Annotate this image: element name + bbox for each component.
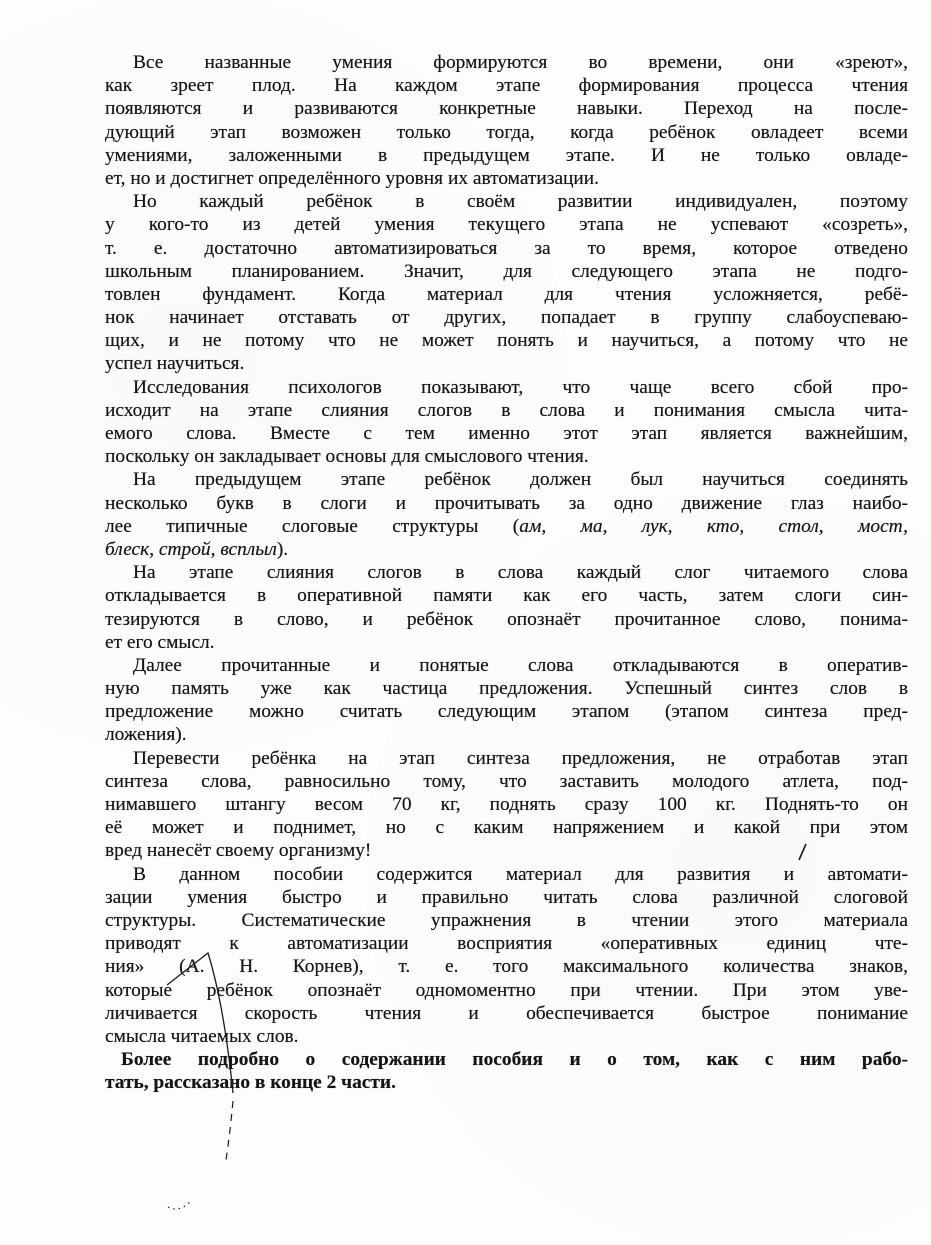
text-line: предложение можно считать следующим этапом (этапом синтеза пред- — [105, 701, 908, 723]
paragraph-9-bold — [105, 1048, 908, 1094]
text-line: емого слова. Вместе с тем именно этот этап является важнейшим, — [105, 423, 908, 444]
text-line — [105, 515, 908, 538]
italic-text-segment: блеск, строй, всплыл — [105, 538, 277, 560]
text-line: откладывается в оперативной памяти как его часть, затем слоги син- — [105, 585, 908, 607]
text-line: товлен фундамент. Когда материал для чтения усложняется, ребё- — [105, 283, 908, 305]
pen-dashed-line-mark — [226, 1101, 233, 1160]
text-line: синтеза слова, равносильно тому, что заставить молодого атлета, под- — [105, 770, 908, 792]
paragraph-5 — [105, 561, 908, 654]
text-line: В данном пособии содержится материал для развития и автомати- — [133, 863, 908, 885]
text-line: исходит на этапе слияния слогов в слова и понимания смысла чита- — [105, 399, 908, 421]
text-line: успел научиться. — [105, 353, 245, 375]
text-line: Но каждый ребёнок в своём развитии индивидуален, поэтому — [133, 191, 908, 213]
text-line: несколько букв в слоги и прочитывать за одно движение глаз наибо- — [105, 492, 908, 514]
text-line: нимавшего штангу весом 70 кг, поднять сразу 100 кг. Поднять-то он — [105, 794, 908, 815]
text-line: структуры. Систематические упражнения в чтении этого материала — [105, 909, 908, 931]
text-line: нок начинает отставать от других, попадает в группу слабоуспеваю- — [105, 307, 908, 329]
text-segment: лее типичные слоговые структуры ( — [105, 515, 520, 537]
text-line: ложения). — [105, 724, 187, 746]
pen-dotted-curve-mark — [168, 1201, 191, 1209]
text-line — [105, 538, 908, 561]
paragraph-6 — [105, 654, 908, 747]
text-line: дующий этап возможен только тогда, когда ребёнок овладеет всеми — [105, 121, 908, 143]
text-line: Все названные умения формируются во времени, они «зреют», — [133, 52, 908, 73]
text-line: ет, но и достигнет определённого уровня их автоматизации. — [105, 167, 600, 189]
text-line: щих, и не потому что не может понять и научиться, а потому что не — [105, 330, 908, 352]
italic-text-segment: ам, ма, лук, кто, стол, мост, — [519, 515, 909, 537]
text-line: На предыдущем этапе ребёнок должен был научиться соединять — [133, 469, 908, 491]
text-line: смысла читаемых слов. — [105, 1025, 299, 1047]
text-line: школьным планированием. Значит, для следующего этапа не подго- — [105, 260, 908, 282]
text-line: поскольку он закладывает основы для смыслового чтения. — [105, 446, 589, 468]
text-line: Перевести ребёнка на этап синтеза предложения, не отработав этап — [133, 747, 908, 769]
text-line: зации умения быстро и правильно читать слова различной слоговой — [105, 886, 908, 908]
text-line: как зреет плод. На каждом этапе формирования процесса чтения — [105, 75, 908, 97]
text-line: у кого-то из детей умения текущего этапа не успевают «созреть», — [105, 214, 908, 236]
text-line: личивается скорость чтения и обеспечивается быстрое понимание — [105, 1002, 908, 1024]
text-line: тезируются в слово, и ребёнок опознаёт прочитанное слово, понима- — [105, 608, 908, 630]
paragraph-4 — [105, 468, 908, 561]
paragraph-8 — [105, 863, 908, 1049]
text-line: ет его смысл. — [105, 631, 215, 653]
text-line: которые ребёнок опознаёт одномоментно при чтении. При этом уве- — [105, 979, 908, 1001]
text-line: приводят к автоматизации восприятия «оперативных единиц чте- — [105, 933, 908, 955]
text-segment: ). — [276, 538, 289, 560]
text-line: тать, рассказано в конце 2 части. — [105, 1072, 396, 1094]
text-line: её может и поднимет, но с каким напряжением и какой при этом — [105, 817, 908, 839]
text-line: появляются и развиваются конкретные навыки. Переход на после- — [105, 98, 908, 120]
text-line: Далее прочитанные и понятые слова откладываются в оператив- — [133, 654, 908, 676]
text-line: Исследования психологов показывают, что чаще всего сбой про- — [133, 376, 908, 398]
text-line: ния» (А. Н. Корнев), т. е. того максимального количества знаков, — [105, 956, 908, 978]
paragraph-3 — [105, 376, 908, 469]
text-line: ную память уже как частица предложения. Успешный синтез слов в — [105, 678, 908, 700]
text-line: Более подробно о содержании пособия и о том, как с ним рабо- — [121, 1049, 908, 1071]
text-line: На этапе слияния слогов в слова каждый слог читаемого слова — [133, 562, 908, 584]
text-line: умениями, заложенными в предыдущем этапе. И не только овладе- — [105, 144, 908, 166]
paragraph-1 — [105, 51, 908, 190]
paragraph-2 — [105, 190, 908, 376]
text-line: т. е. достаточно автоматизироваться за то время, которое отведено — [105, 237, 908, 259]
text-line: вред нанесёт своему организму! — [105, 840, 372, 862]
paragraph-7 — [105, 747, 908, 863]
body-text — [105, 51, 908, 1094]
